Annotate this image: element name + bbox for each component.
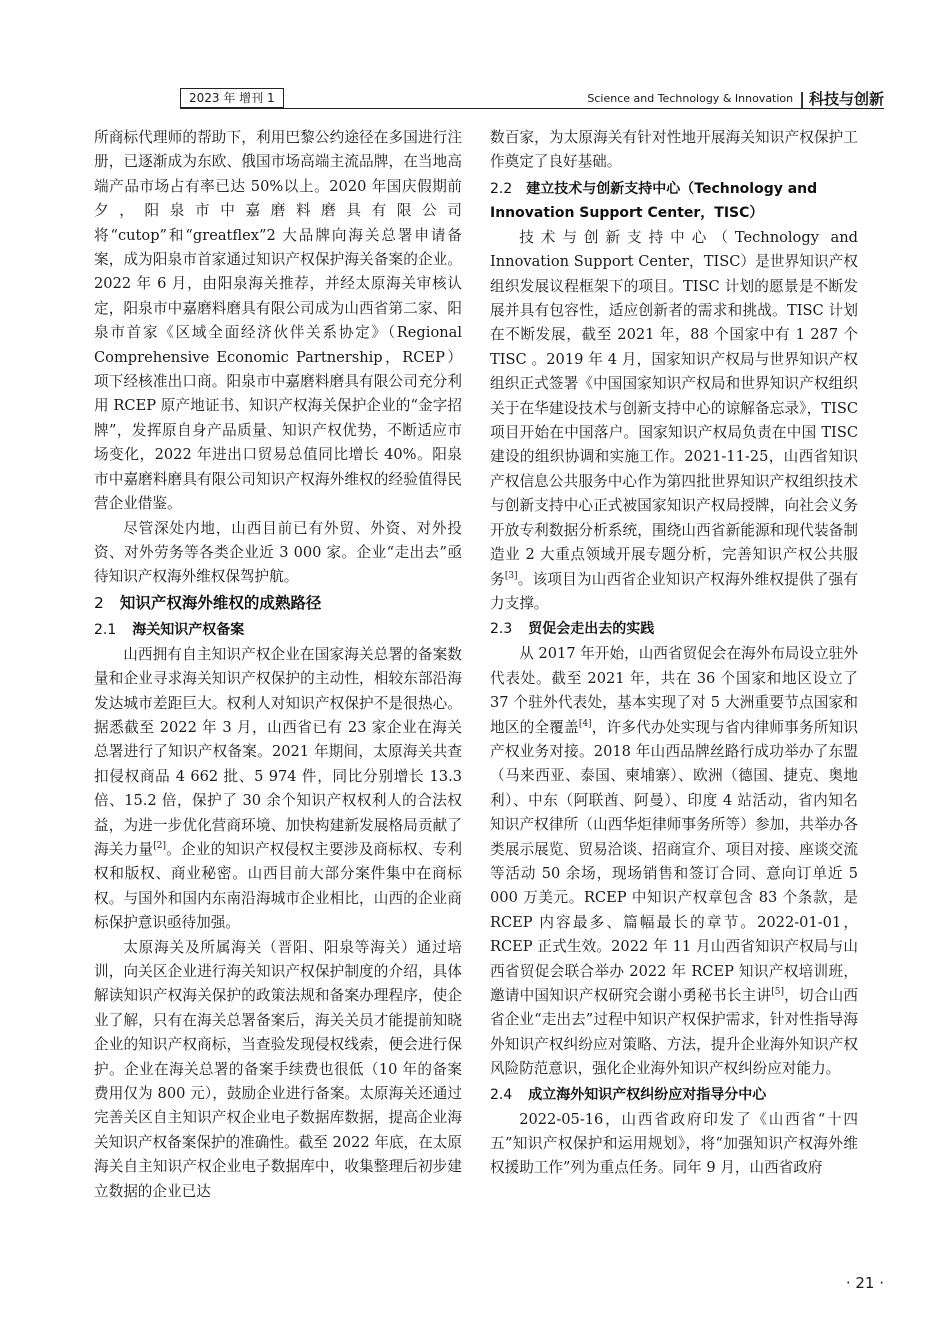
page-header [68,88,884,112]
paragraph: 尽管深处内地，山西目前已有外贸、外资、对外投资、对外劳务等各类企业近 3 000 家。企业“走出去”亟待知识产权海外维权保驾护航。 [94,519,462,586]
section-title: 知识产权海外维权的成熟路径 [119,593,322,612]
paragraph-text: 山西拥有自主知识产权企业在国家海关总署的备案数量和企业寻求海关知识产权保护的主动性，相较东部沿海发达城市差距巨大。权利人对知识产权保护不是很热心。据悉截至 2022 年 3 月，山西省已有 23 家企业在海关总署进行了知识产权备案。2021 年期间，太原海关共查扣侵权商品 4 662 批、5 974 件，同比分别增长 13.3 倍、15.2 倍，保护了 30 余个知识产权权利人的合法权益，为进一步优化营商环境、加快构建新发展格局贡献了海关力量 [94,645,462,858]
right-column [490,126,858,1181]
subsection-heading-2-4 [490,1082,858,1108]
paragraph-text: ，切合山西省企业“走出去”过程中知识产权保护需求，针对性指导海外知识产权纠纷应对策略、方法，提升企业海外知识产权风险防范意识，强化企业海外知识产权纠纷应对能力。 [490,987,858,1078]
page-number: · 21 · [845,1274,884,1292]
paragraph: 2022-05-16，山西省政府印发了《山西省“十四五”知识产权保护和运用规划》，将“加强知识产权海外维权援助工作”列为重点任务。同年 9 月，山西省政府 [490,1110,858,1177]
paragraph [94,643,462,936]
section-number: 2.3 [490,621,513,638]
section-number: 2 [94,593,104,612]
paragraph: 所商标代理师的帮助下，利用巴黎公约途径在多国进行注册，已逐渐成为东欧、俄国市场高端主流品牌，在当地高端产品市场占有率已达 50%以上。2020 年国庆假期前夕，阳泉市中嘉磨料磨具有限公司将“cutop”和“greatflex”2 大品牌向海关总署申请备案，成为阳泉市首家通过知识产权保护海关备案的企业。2022 年 6 月，由阳泉海关推荐，并经太原海关审核认定，阳泉市中嘉磨料磨具有限公司成为山西省第二家、阳泉市首家《区域全面经济伙伴关系协定》（Regional Comprehensive Economic Partnership，RCEP）项下经核准出口商。阳泉市中嘉磨料磨具有限公司充分利用 RCEP 原产地证书、知识产权海关保护企业的“金字招牌”，发挥原自身产品质量、知识产权优势，不断适应市场变化，2022 年进出口贸易总值同比增长 40%。阳泉市中嘉磨料磨具有限公司知识产权海外维权的经验值得民营企业借鉴。 [94,129,462,513]
paragraph-text: 技术与创新支持中心（Technology and Innovation Support Center，TISC）是世界知识产权组织发展议程框架下的项目。TISC 计划的愿景是不断发展并具有包容性，适应创新者的需求和挑战。TISC 计划在不断发展，截至 2021 年，88 个国家中有 1 287 个 TISC 。2019 年 4 月，国家知识产权局与世界知识产权组织正式签署《中国国家知识产权局和世界知识产权组织关于在华建设技术与创新支持中心的谅解备忘录》，TISC 项目开始在中国落户。国家知识产权局负责在中国 TISC 建设的组织协调和实施工作。2021-11-25，山西省知识产权信息公共服务中心作为第四批世界知识产权组织技术与创新支持中心正式被国家知识产权局授牌，向社会义务开放专利数据分析系统，围绕山西省新能源和现代装备制造业 2 大重点领域开展专题分析，完善知识产权公共服务 [490,228,858,588]
paragraph [490,642,858,1081]
paragraph-text: 从 2017 年开始，山西省贸促会在海外布局设立驻外代表处。截至 2021 年，共在 36 个国家和地区设立了 37 个驻外代表处，基本实现了对 5 大洲重要节点国家和地区的全覆盖 [490,645,858,736]
journal-title [587,88,884,109]
journal-title-cn: 科技与创新 [808,90,884,108]
section-number: 2.2 [490,180,513,197]
section-number: 2.1 [94,621,117,638]
section-title: 贸促会走出去的实践 [528,621,655,638]
section-number: 2.4 [490,1086,513,1103]
issue-label: 2023 年 增刊 1 [180,88,284,108]
section-heading-2 [94,590,462,617]
paragraph-text: 。企业的知识产权侵权主要涉及商标权、专利权和版权、商业秘密。山西目前大部分案件集中在商标权。与国外和国内东南沿海城市企业相比，山西的企业商标保护意识亟待加强。 [94,840,462,932]
paragraph-text: 。该项目为山西省企业知识产权海外维权提供了强有力支撑。 [490,570,858,612]
paragraph: 数百家，为太原海关有针对性地开展海关知识产权保护工作奠定了良好基础。 [490,129,858,171]
left-column [94,126,462,1204]
citation: [4] [578,718,592,729]
paragraph-text: ，许多代办处实现与省内律师事务所知识产权业务对接。2018 年山西品牌丝路行成功举办了东盟（马来西亚、泰国、柬埔寨）、欧洲（德国、捷克、奥地利）、中东（阿联酋、阿曼）、印度 4 站活动，省内知名知识产权律所（山西华炬律师事务所等）参加，共举办各类展示展览、贸易洽谈、招商宣介、项目对接、座谈交流等活动 50 余场，现场销售和签订合同、意向订单近 5 000 万美元。RCEP 中知识产权章包含 83 个条款，是 RCEP 内容最多、篇幅最长的章节。2022-01-01，RCEP 正式生效。2022 年 11 月山西省知识产权局与山西省贸促会联合举办 2022 年 RCEP 知识产权培训班，邀请中国知识产权研究会谢小勇秘书长主讲 [490,718,858,1004]
subsection-heading-2-1 [94,617,462,643]
subsection-heading-2-2 [490,177,858,225]
section-title: 成立海外知识产权纠纷应对指导分中心 [528,1086,767,1103]
subsection-heading-2-3 [490,616,858,642]
header-separator: | [799,89,805,108]
citation: [2] [153,841,166,852]
section-title: 海关知识产权备案 [132,621,245,638]
paragraph: 太原海关及所属海关（晋阳、阳泉等海关）通过培训，向关区企业进行海关知识产权保护制度的介绍，具体解读知识产权海关保护的政策法规和备案办理程序，使企业了解，只有在海关总署备案后，海关关员才能提前知晓企业的知识产权商标，当查验发现侵权线索，便会进行保护。企业在海关总署的备案手续费也很低（10 年的备案费用仅为 800 元），鼓励企业进行备案。太原海关还通过完善关区自主知识产权企业电子数据库数据，提高企业海关知识产权备案保护的准确性。截至 2022 年底，在太原海关自主知识产权企业电子数据库中，收集整理后初步建立数据的企业已达 [94,938,462,1200]
paragraph [490,226,858,617]
journal-title-en: Science and Technology & Innovation [587,92,794,105]
section-title: 建立技术与创新支持中心（Technology and Innovation Support Center，TISC） [490,180,818,221]
citation: [5] [771,987,784,998]
citation: [3] [504,570,518,581]
